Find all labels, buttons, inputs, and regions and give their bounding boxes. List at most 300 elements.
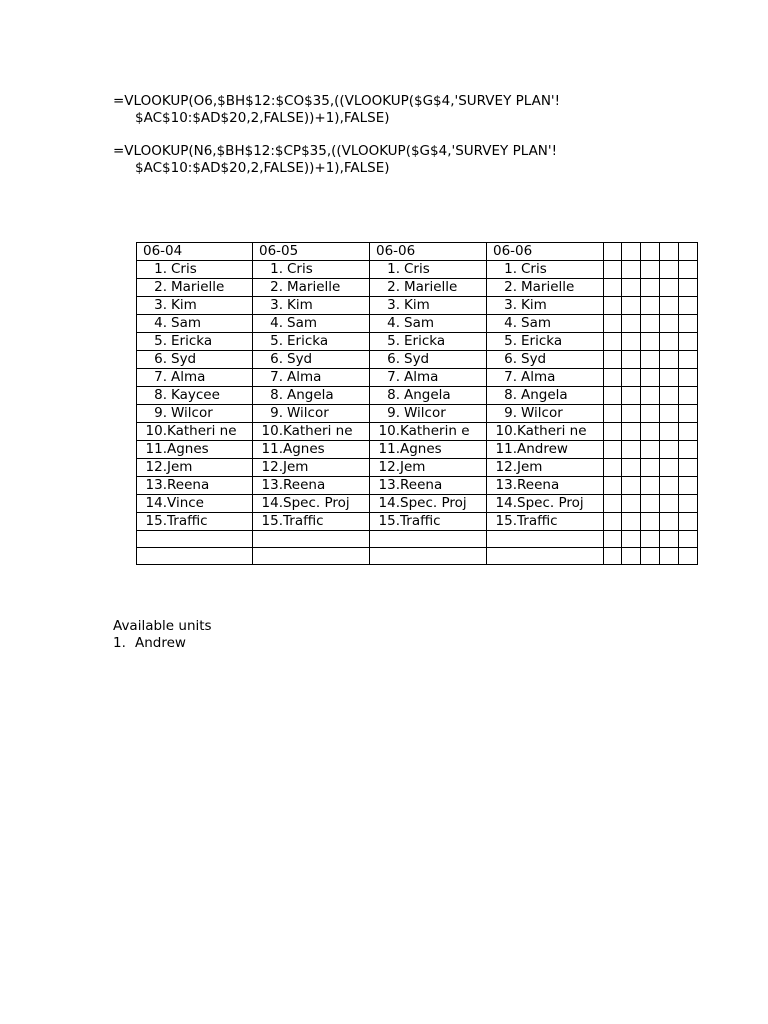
item-number: 11.	[145, 441, 167, 457]
item-name: Marielle	[404, 279, 458, 295]
available-unit-number: 1.	[113, 635, 126, 651]
empty-cell	[679, 387, 698, 405]
formula-1	[113, 93, 633, 127]
item-number: 8.	[504, 387, 517, 403]
available-units-title: Available units	[113, 618, 212, 634]
empty-cell	[622, 387, 641, 405]
list-item	[487, 297, 603, 314]
empty-cell	[604, 459, 622, 477]
item-name: Sam	[287, 315, 317, 331]
empty-cell	[604, 387, 622, 405]
list-item	[137, 513, 252, 530]
item-name: Spec. Proj	[517, 495, 584, 511]
item-name: Spec. Proj	[400, 495, 467, 511]
item-name: Ericka	[287, 333, 329, 349]
item-number: 14.	[378, 495, 400, 511]
empty-cell	[679, 477, 698, 495]
list-item	[253, 351, 369, 368]
empty-cell	[604, 441, 622, 459]
table-cell	[487, 351, 604, 369]
item-number: 13.	[261, 477, 283, 493]
item-number: 6.	[270, 351, 283, 367]
empty-cell	[604, 261, 622, 279]
empty-cell	[660, 477, 679, 495]
table-cell	[487, 423, 604, 441]
item-name: Alma	[287, 369, 322, 385]
item-name: Angela	[521, 387, 568, 403]
item-name: Kim	[521, 297, 547, 313]
empty-cell	[679, 315, 698, 333]
empty-cell	[622, 513, 641, 531]
empty-cell	[641, 459, 660, 477]
item-number: 15.	[145, 513, 167, 529]
list-item	[487, 513, 603, 530]
list-item	[137, 369, 252, 386]
item-name: Kim	[404, 297, 430, 313]
empty-cell	[487, 548, 604, 565]
table-cell	[370, 495, 487, 513]
empty-cell	[622, 405, 641, 423]
table-row	[137, 369, 698, 387]
list-item	[253, 405, 369, 422]
empty-cell	[679, 495, 698, 513]
item-number: 8.	[387, 387, 400, 403]
list-item	[487, 351, 603, 368]
item-number: 8.	[154, 387, 167, 403]
item-name: Jem	[400, 459, 426, 475]
list-item	[370, 477, 486, 494]
list-item	[253, 261, 369, 278]
item-name: Alma	[404, 369, 439, 385]
empty-cell	[604, 243, 622, 261]
item-number: 7.	[154, 369, 167, 385]
item-name: Wilcor	[171, 405, 213, 421]
item-name: Jem	[167, 459, 193, 475]
table-cell	[487, 369, 604, 387]
table-cell	[487, 279, 604, 297]
table-cell	[253, 315, 370, 333]
table-cell	[253, 387, 370, 405]
empty-cell	[622, 459, 641, 477]
empty-cell	[622, 423, 641, 441]
empty-cell	[604, 333, 622, 351]
list-item	[370, 351, 486, 368]
table-cell	[487, 387, 604, 405]
empty-cell	[679, 513, 698, 531]
table-cell	[370, 297, 487, 315]
item-number: 4.	[270, 315, 283, 331]
available-units	[113, 618, 212, 652]
empty-cell	[622, 441, 641, 459]
list-item	[137, 459, 252, 476]
empty-cell	[660, 405, 679, 423]
list-item	[370, 387, 486, 404]
item-name: Kaycee	[171, 387, 220, 403]
list-item	[253, 513, 369, 530]
empty-cell	[679, 531, 698, 548]
list-item	[253, 297, 369, 314]
item-number: 8.	[270, 387, 283, 403]
item-name: Agnes	[283, 441, 325, 457]
list-item	[487, 333, 603, 350]
list-item	[487, 279, 603, 296]
empty-cell	[487, 531, 604, 548]
table-cell	[370, 369, 487, 387]
empty-cell	[604, 548, 622, 565]
list-item	[370, 459, 486, 476]
empty-cell	[679, 261, 698, 279]
empty-cell	[660, 513, 679, 531]
item-name: Jem	[283, 459, 309, 475]
item-number: 13.	[145, 477, 167, 493]
empty-cell	[641, 548, 660, 565]
list-item	[137, 261, 252, 278]
empty-cell	[604, 369, 622, 387]
list-item	[137, 279, 252, 296]
empty-cell	[679, 333, 698, 351]
table-row	[137, 351, 698, 369]
item-name: Traffic	[400, 513, 441, 529]
empty-cell	[604, 351, 622, 369]
item-number: 12.	[495, 459, 517, 475]
item-name: Cris	[287, 261, 313, 277]
list-item	[253, 333, 369, 350]
empty-cell	[641, 513, 660, 531]
item-number: 14.	[495, 495, 517, 511]
item-number: 10.	[378, 423, 400, 439]
empty-cell	[679, 351, 698, 369]
item-number: 2.	[270, 279, 283, 295]
empty-cell	[660, 261, 679, 279]
list-item	[487, 315, 603, 332]
table-cell	[253, 261, 370, 279]
list-item	[487, 261, 603, 278]
list-item	[487, 423, 603, 440]
item-name: Reena	[517, 477, 560, 493]
item-name: Agnes	[167, 441, 209, 457]
item-number: 15.	[495, 513, 517, 529]
item-number: 7.	[270, 369, 283, 385]
table-cell	[370, 405, 487, 423]
formula-2	[113, 143, 633, 177]
empty-cell	[660, 351, 679, 369]
empty-cell	[641, 531, 660, 548]
item-number: 9.	[154, 405, 167, 421]
item-name: Wilcor	[404, 405, 446, 421]
table-cell	[253, 459, 370, 477]
table-row	[137, 459, 698, 477]
item-number: 12.	[145, 459, 167, 475]
empty-cell	[660, 297, 679, 315]
item-number: 6.	[154, 351, 167, 367]
item-name: Traffic	[517, 513, 558, 529]
empty-cell	[660, 243, 679, 261]
item-name: Syd	[521, 351, 547, 367]
item-number: 9.	[270, 405, 283, 421]
empty-cell	[622, 315, 641, 333]
item-number: 7.	[504, 369, 517, 385]
table-row	[137, 333, 698, 351]
table-cell	[137, 441, 253, 459]
item-number: 3.	[154, 297, 167, 313]
item-number: 4.	[387, 315, 400, 331]
list-item	[137, 441, 252, 458]
column-header: 06-06	[370, 243, 487, 261]
table-cell	[253, 477, 370, 495]
table-cell	[487, 315, 604, 333]
table-cell	[487, 495, 604, 513]
item-name: Ericka	[521, 333, 563, 349]
table-row	[137, 441, 698, 459]
empty-cell	[679, 369, 698, 387]
item-name: Kim	[287, 297, 313, 313]
item-name: Ericka	[404, 333, 446, 349]
item-number: 3.	[504, 297, 517, 313]
item-number: 12.	[261, 459, 283, 475]
empty-cell	[660, 369, 679, 387]
table-cell	[253, 369, 370, 387]
empty-cell	[370, 548, 487, 565]
item-name: Marielle	[287, 279, 341, 295]
item-name: Vince	[167, 495, 204, 511]
empty-cell	[622, 243, 641, 261]
item-name: Katheri ne	[517, 423, 587, 439]
item-name: Angela	[287, 387, 334, 403]
empty-cell	[679, 423, 698, 441]
list-item	[370, 423, 486, 440]
list-item	[253, 495, 369, 512]
empty-cell	[253, 531, 370, 548]
list-item	[253, 387, 369, 404]
table-cell	[370, 387, 487, 405]
item-name: Cris	[521, 261, 547, 277]
item-number: 10.	[495, 423, 517, 439]
table-cell	[253, 495, 370, 513]
list-item	[370, 315, 486, 332]
empty-cell	[660, 279, 679, 297]
list-item	[137, 387, 252, 404]
list-item	[253, 369, 369, 386]
schedule-table	[136, 242, 698, 565]
table-row	[137, 513, 698, 531]
empty-cell	[679, 297, 698, 315]
item-number: 4.	[504, 315, 517, 331]
list-item	[137, 495, 252, 512]
table-cell	[487, 261, 604, 279]
item-name: Reena	[400, 477, 443, 493]
item-number: 6.	[504, 351, 517, 367]
item-number: 5.	[154, 333, 167, 349]
list-item	[370, 297, 486, 314]
table-row	[137, 495, 698, 513]
item-number: 13.	[378, 477, 400, 493]
formula-2-line-2: $AC$10:$AD$20,2,FALSE))+1),FALSE)	[135, 160, 390, 176]
list-item	[487, 369, 603, 386]
item-name: Reena	[283, 477, 326, 493]
item-number: 9.	[387, 405, 400, 421]
item-number: 11.	[261, 441, 283, 457]
item-name: Katheri ne	[167, 423, 237, 439]
item-name: Cris	[171, 261, 197, 277]
empty-cell	[641, 279, 660, 297]
empty-cell	[679, 243, 698, 261]
list-item	[370, 333, 486, 350]
table-cell	[137, 513, 253, 531]
item-number: 4.	[154, 315, 167, 331]
empty-cell	[622, 333, 641, 351]
item-name: Ericka	[171, 333, 213, 349]
empty-cell	[641, 477, 660, 495]
table-cell	[370, 351, 487, 369]
item-number: 2.	[387, 279, 400, 295]
formula-1-line-2: $AC$10:$AD$20,2,FALSE))+1),FALSE)	[135, 110, 390, 126]
list-item	[137, 405, 252, 422]
item-number: 1.	[270, 261, 283, 277]
table-cell	[137, 459, 253, 477]
empty-cell	[641, 387, 660, 405]
item-name: Syd	[404, 351, 430, 367]
empty-cell	[604, 297, 622, 315]
item-name: Syd	[171, 351, 197, 367]
empty-cell	[641, 333, 660, 351]
item-name: Sam	[404, 315, 434, 331]
table-row	[137, 477, 698, 495]
item-number: 7.	[387, 369, 400, 385]
empty-row	[137, 531, 698, 548]
table-row	[137, 387, 698, 405]
item-name: Traffic	[167, 513, 208, 529]
item-name: Angela	[404, 387, 451, 403]
item-number: 3.	[270, 297, 283, 313]
item-name: Katherin e	[400, 423, 470, 439]
empty-cell	[622, 261, 641, 279]
empty-cell	[622, 297, 641, 315]
table-cell	[487, 459, 604, 477]
table-cell	[137, 387, 253, 405]
list-item	[370, 369, 486, 386]
table-cell	[137, 279, 253, 297]
column-header: 06-04	[137, 243, 253, 261]
empty-cell	[137, 548, 253, 565]
item-name: Jem	[517, 459, 543, 475]
empty-row	[137, 548, 698, 565]
item-name: Wilcor	[521, 405, 563, 421]
item-number: 9.	[504, 405, 517, 421]
table-cell	[370, 477, 487, 495]
item-number: 13.	[495, 477, 517, 493]
table-row	[137, 297, 698, 315]
list-item	[253, 315, 369, 332]
empty-cell	[641, 261, 660, 279]
item-number: 5.	[387, 333, 400, 349]
item-name: Traffic	[283, 513, 324, 529]
empty-cell	[679, 548, 698, 565]
list-item	[487, 387, 603, 404]
empty-cell	[622, 495, 641, 513]
table-cell	[487, 297, 604, 315]
table-cell	[137, 351, 253, 369]
list-item	[487, 495, 603, 512]
table-cell	[137, 297, 253, 315]
table-cell	[137, 405, 253, 423]
empty-cell	[679, 441, 698, 459]
table-row	[137, 279, 698, 297]
table-cell	[253, 441, 370, 459]
list-item	[487, 441, 603, 458]
empty-cell	[370, 531, 487, 548]
item-number: 14.	[145, 495, 167, 511]
list-item	[253, 441, 369, 458]
table-cell	[253, 405, 370, 423]
empty-cell	[622, 531, 641, 548]
item-number: 15.	[378, 513, 400, 529]
item-number: 3.	[387, 297, 400, 313]
item-name: Reena	[167, 477, 210, 493]
table-cell	[487, 477, 604, 495]
table-cell	[370, 423, 487, 441]
list-item	[137, 315, 252, 332]
item-name: Wilcor	[287, 405, 329, 421]
list-item	[253, 459, 369, 476]
table-cell	[487, 441, 604, 459]
empty-cell	[137, 531, 253, 548]
empty-cell	[622, 369, 641, 387]
empty-cell	[622, 477, 641, 495]
empty-cell	[641, 495, 660, 513]
formula-2-line-1: =VLOOKUP(N6,$BH$12:$CP$35,((VLOOKUP($G$4,'SURVEY PLAN'!	[113, 143, 558, 159]
list-item	[487, 459, 603, 476]
table-row	[137, 315, 698, 333]
list-item	[253, 477, 369, 494]
item-number: 11.	[378, 441, 400, 457]
empty-cell	[604, 315, 622, 333]
table-cell	[253, 279, 370, 297]
column-header: 06-06	[487, 243, 604, 261]
table-cell	[137, 423, 253, 441]
item-name: Spec. Proj	[283, 495, 350, 511]
list-item	[137, 333, 252, 350]
empty-cell	[660, 531, 679, 548]
table-header-row	[137, 243, 698, 261]
item-number: 11.	[495, 441, 517, 457]
item-number: 2.	[154, 279, 167, 295]
table-cell	[487, 513, 604, 531]
item-number: 10.	[261, 423, 283, 439]
list-item	[370, 405, 486, 422]
table-cell	[137, 477, 253, 495]
empty-cell	[660, 495, 679, 513]
empty-cell	[641, 315, 660, 333]
list-item	[370, 495, 486, 512]
empty-cell	[604, 495, 622, 513]
empty-cell	[660, 459, 679, 477]
item-name: Katheri ne	[283, 423, 353, 439]
table-cell	[370, 279, 487, 297]
item-number: 14.	[261, 495, 283, 511]
item-number: 10.	[145, 423, 167, 439]
empty-cell	[604, 405, 622, 423]
list-item	[370, 513, 486, 530]
table-cell	[137, 315, 253, 333]
empty-cell	[604, 279, 622, 297]
table-row	[137, 423, 698, 441]
table-cell	[253, 423, 370, 441]
item-number: 2.	[504, 279, 517, 295]
item-name: Marielle	[521, 279, 575, 295]
item-number: 15.	[261, 513, 283, 529]
table-cell	[253, 297, 370, 315]
table-cell	[253, 351, 370, 369]
